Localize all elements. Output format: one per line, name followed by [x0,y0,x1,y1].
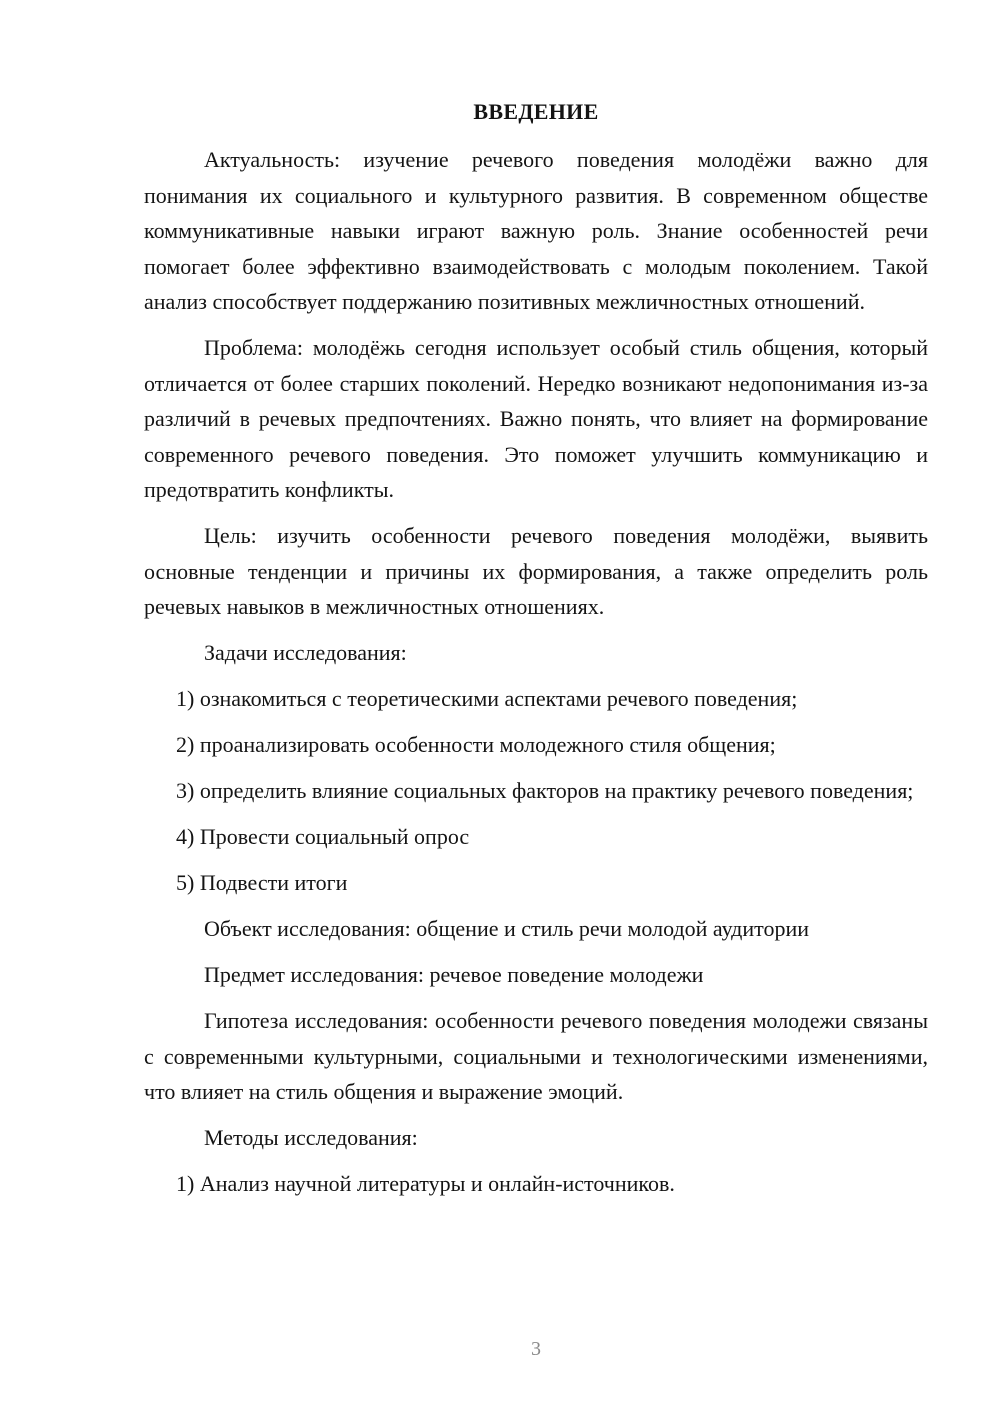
method-item-1: 1) Анализ научной литературы и онлайн-источников. [176,1171,675,1196]
research-hypothesis: Гипотеза исследования: особенности речевого поведения молодежи связаны с современными культурными, социальными и технологическими изменениями, что влияет на стиль общения и выражение эмоций. [144,1008,928,1104]
task-item-5: 5) Подвести итоги [176,870,348,895]
page-number: 3 [531,1338,541,1360]
paragraph-goal: Цель: изучить особенности речевого поведения молодёжи, выявить основные тенденции и причины их формирования, а также определить роль речевых навыков в межличностных отношениях. [144,523,928,619]
research-object: Объект исследования: общение и стиль речи молодой аудитории [204,916,810,941]
tasks-heading: Задачи исследования: [204,640,407,665]
task-item-1: 1) ознакомиться с теоретическими аспектами речевого поведения; [176,686,798,711]
paragraph-relevance: Актуальность: изучение речевого поведения молодёжи важно для понимания их социального и культурного развития. В современном обществе коммуникативные навыки играют важную роль. Знание особенностей речи помогает более эффективно взаимодействовать с молодым поколением. Такой анализ способствует поддержанию позитивных межличностных отношений. [144,147,928,314]
task-item-2: 2) проанализировать особенности молодежного стиля общения; [176,732,776,757]
methods-heading: Методы исследования: [204,1125,418,1150]
document-body [144,142,928,1212]
research-subject: Предмет исследования: речевое поведение молодежи [204,962,704,987]
paragraph-problem: Проблема: молодёжь сегодня использует особый стиль общения, который отличается от более старших поколений. Нередко возникают недопонимания из-за различий в речевых предпочтениях. Важно понять, что влияет на формирование современного речевого поведения. Это поможет улучшить коммуникацию и предотвратить конфликты. [144,335,928,502]
task-item-4: 4) Провести социальный опрос [176,824,470,849]
page-title: ВВЕДЕНИЕ [473,99,599,124]
task-item-3: 3) определить влияние социальных факторов на практику речевого поведения; [176,778,914,803]
